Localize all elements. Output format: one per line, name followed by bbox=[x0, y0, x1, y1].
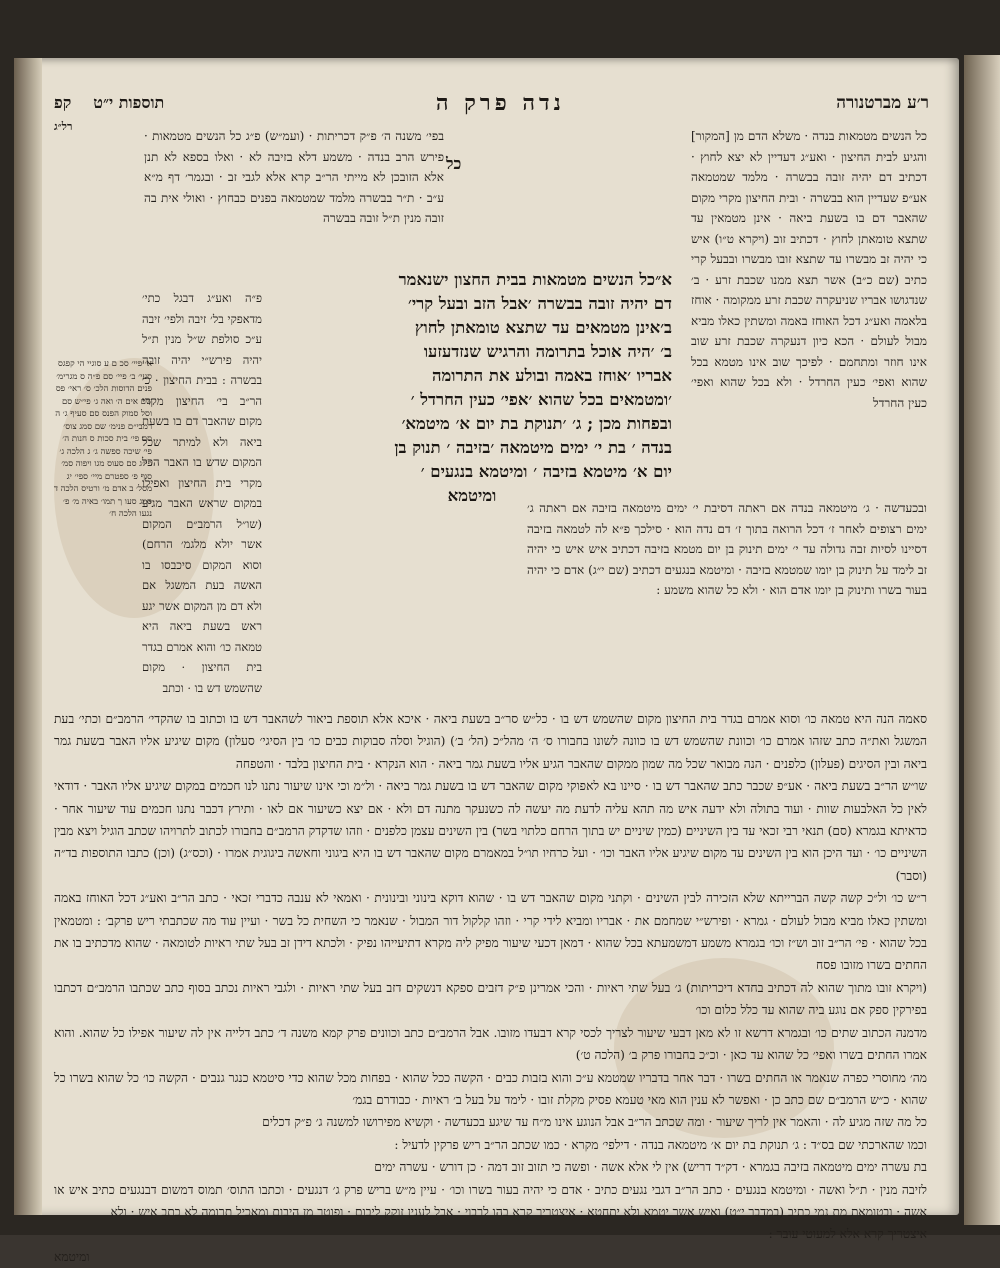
page-number: קפ bbox=[54, 93, 72, 112]
page-left-edge bbox=[14, 58, 42, 1215]
mishna-line: בנדה ׳ בת י׳ ימים מיטמאה ׳בזיבה ׳ תנוק בן bbox=[394, 438, 672, 457]
commentary-paragraph: סאמה הנה היא טמאה כו׳ וסוא אמרם בגדר בית החיצון מקום שהשמש דש בו · כל״ש סר״ב בשעת ביאה · איכא אלא תוספת ביאור לשהאבר דש בו וכתוב בו שהקדי׳ הרמב״ם וכתי׳ בעת המשגל ואת״ה כתב שזהו אמרם כו׳ וכוונת שהשמש דש בו כוונה לשונו בחבורו ס׳ ה׳ מהל״כ (הל׳ ב׳) (הוגיל וסלה סבוקות כבים כו׳ בין הסיגי׳ סעלון) מקום שיגיע אליו האבר בשעת גמר ביאה ובין הסיגים (פעלון) כלפנים · הנה מבואר שכל מה שמון ממקום שהאבר הגיע אליו בשעת גמר ביאה · הוא הנקרא · בית החיצון בלבד · והטפחה bbox=[54, 712, 927, 771]
mishna-line: ׳ומטמאים בכל שהוא ׳אפי׳ כעין החרדל ׳ bbox=[410, 390, 672, 409]
catchword: ומיטמא bbox=[54, 1249, 90, 1264]
margin-references: א׳ פיי׳ סכ ם ע סוגיי הי קפגס סעי׳ ב׳ פיי׳ סם פ״ה ס מגרימ׳ פנים הדוסות הלכ׳ ס׳ ראי׳ פס שם אים ה׳ ואה ג׳ פי״ש סם וסל סמוק הפנס סם סעיף ג׳ ה רמבי״ם פנימ׳ שם סמג צוס׳ סם פי׳ בית סכות ס חנות ה׳ פי׳ שיכה ספשה ג׳ ג הלכה ג׳ פי״ג סם סעוס מגו ויפוה סמ׳ סוף פ׳ ספטרם מיי׳ ספי׳ יג מסל׳ ב אדם מ׳ ורטיס הלכה ד סמג סעו ך תמו׳ באיה מ׳ פ׳ נגעו הלכה ח׳ bbox=[53, 359, 152, 519]
commentary-paragraph: לזיבה מנין · ת״ל ואשה · ומיטמא בנגעים · כתב הר״ב דגבי נגעים כתיב · אדם כי יהיה בעור בשרו וכו׳ · עיין מ״ש בריש פרק ג׳ דנגעים · וכתבו התוס׳ תמוס דמשום דבנגעים כתיב איש או אשה · ובטומאת מת נמי כתיב (במדבר י״ט) ואיש אשר יטמא ולא יתחטא · איצטריך קרא בהו לרבוי · אבל לענין זוקק ליבום · ופוטר מן היבום ומאכיל תרומה לא כתב איש · ולא bbox=[54, 1182, 927, 1219]
commentary-paragraph: כל מה שזה מגיע לה · והאמר אין לריך שיעור · ומה שכתב הר״ב אבל הנוגע אינו מ״ח עד שיגע בכעדשה · וקשיא מפירושו למשנה ג׳ פ״ק דכלים bbox=[262, 1115, 927, 1130]
header-left-title: תוספות י״ט bbox=[93, 93, 165, 112]
mishna-line: ב׳ ׳היה אוכל בתרומה והרגיש שנזדעזעו bbox=[423, 342, 672, 361]
next-page-edge bbox=[964, 55, 1000, 1225]
commentary-left-column bbox=[144, 126, 444, 229]
commentary-paragraph: שו״ש הר״ב בשעת ביאה · אע״פ שכבר כתב שהאבר דש בו · סיינו בא לאפוקי מקום שהאבר דש בו בשעת גמר ביאה · ול״מ וכי אינו שיעור נתנו לנו חכמים במקום שיגיע אליו האבר · דודאי לאין כל האלבעות שוות · ועוד בתולה ולא ידעה איש מה תהא עליה לדעת מה יעשה לה כשנעקר מתנה דם ולא · אם יצא כשיעור אם לאו · ותירץ דכבר נתנו חכמים עוד שיעור אחר · כדאיתא בגמרא (סם) תנאי רבי זכאי עד בין השיניים (כמין שיניים יש בתוך הרחם כלתוי בשר) בין השינים עצמן כלפנים · וזהו שדקדק הרמב״ם בחבורו לכתוב לתרויהו שכתב הוגיל ויצא מבין השיניים כו׳ · ועד היכן הוא בין השינים עד מקום שיגיע אליו האבר וכו׳ · ועל כרחיו תו״ל במאמרם מקום שהאבר דש בו היא ביגוני וחאשה ביגוגית אמרו · (וכס״ג) (וכן) כתבו התוספות בד״ה (וסבר) bbox=[54, 779, 927, 883]
commentary-paragraph: מה׳ מחוסרי כפרה שנאמר או החתים בשרו · דבר אחר בדבריו שמטמא ע״כ והוא בזבות כבים · הקשה ככל שהוא · בפחות מכל שהוא כדי סיטמא כנגר גנבים · הקשה כו׳ כל שהוא בשרו כל שהוא · כ״ש הרמב״ם שם כתב כן · ואפשר לא ענין הוא מאי טעמא פסיק מקלת זובו · לימד על בעל ב׳ ראיות · כבודרם בגמ׳ bbox=[54, 1070, 927, 1107]
commentary-right-column bbox=[691, 126, 927, 413]
commentary-full-width bbox=[54, 708, 927, 1268]
mishna-line: ב׳אינן מטמאים עד שתצא טומאתן לחוץ bbox=[414, 318, 672, 337]
commentary-paragraph: מדמנה הכתוב שתים כו׳ ובגמרא דרשא זו לא מאן דבעי שיעור לצריך לכסי קרא דבעדו מזובו. אבל הרמב״ם כתב וכוונים פרק קמא משנה ד׳ כתב דלייה אין לה שיעור אפילו כל שהוא. והוא אמרו החתים בשרו ואפי׳ כל שהוא עד כאן · וכ״כ בחבורו פרק ב׳ (הלכה ט׳) bbox=[54, 1025, 927, 1063]
header-left-group bbox=[54, 93, 164, 113]
commentary-paragraph: פ״ה ואע״ג דבגל כתי׳ מדאפקי בל׳ זיבה ולפי׳ זיבה ע״כ סולפת ש״ל מנין ת״ל יהיה פירש״י יהיה זובה בבשרה : בבית החיצון · כ׳ הר״ב בי׳ החיצון מקרי מקום שהאבר דם בו בשעת ביאה ולא למיתר שכל המקום שדש בו האבר הכל מקרי בית החיצון ואפילו במקום שראש האבר מגיע (שו״ל הרמב״ם המקום אשר יולא מלגמ׳ הרחם) וסוא המקום סיכבסו בו האשה בעת המשגל אם ולא דם מן המקום אשר יגע ראש בשעת ביאה היא טמאה כו׳ והוא אמרם בגדר בית החיצון · מקום שהשמש דש בו · וכתב bbox=[142, 291, 262, 695]
commentary-paragraph: ובכעדשה · ג׳ מיטמאה בנדה אם ראתה דסיבת י׳ ימים מיטמאה בזיבה אם ראתה ג׳ ימים רצופים לאחר ז׳ דכל הרואה בתוך ז׳ דם נדה הוא · סילכך פ״א לה לטמאה בזיבה דסיינו לסיות זבה גדולה עד י׳ ימים תינוק בן יום מטמא בזיבה דכתיב איש איש כי יהיה זב לימד על תינוק בן יומו שמטמא בזיבה · ומיטמא בנגעים דכתיב (שם י״ג) אדם כי יהיה בעור בשרו ותינוק בן יומו אדם הוא · ולא כל שהוא משמע : bbox=[527, 501, 927, 597]
book-page bbox=[14, 58, 959, 1264]
corner-mark: רל״ג bbox=[54, 120, 73, 133]
commentary-paragraph: (ויקרא זובו מתוך שהוא לה דכתיב בחדא דיכריתות) ג׳ בעל שתי ראיות · והכי אמרינן פ״ק דזבים ספקא דנשקים דזב בעל שתי ראיות · ולגבי ראיות נכתב בסוף כתב שכתבו הרמב״ם דכתבו בפירקין ספק אם נוגע ביה שהוא עד כלל כלום וכו׳ bbox=[54, 980, 927, 1018]
mishna-line: א״כל הנשים מטמאות בבית החצון ישנאמר bbox=[398, 270, 672, 289]
header-right-title: ר׳ע מברטנורה bbox=[836, 93, 929, 113]
commentary-paragraph: ר״ש כו׳ ול״כ קשה קשה הברייתא שלא הזכירה לבין השינים · וקתני מקום שהאבר דש בו · שהוא דוקא בינוני ובינונית · ואמאי לא ענבה כדברי זכאי · כתב הר״ב ואע״ג דכל האוחז באמה ומשתין כאלו מביא מבול לעולם · גמרא · ופירש״י שמחמם את · אבריו ומביא לידי קרי · וזהו קלקול דור המבול · שנאמר כי השחית כל בשר · ועיין עוד מה שכתבתי ריש פרקב׳ : ומטמאין בכל שהוא · פי׳ הר״ב זוב וש״ז וכו׳ בגמרא משמע דמשמעתא בכל שהוא · דמאן דכעי שיעור מפיק ליה מקרא דתיעייהו נפיק · ולכתא דידן זב בעל שתי ראיות לטומאה · שהוא מדכתיב בו את החתים בשרו מזובו פסח bbox=[54, 891, 927, 973]
commentary-paragraph: כל הנשים מטמאות בנדה · משלא הדם מן [המקור] והגיע לבית החיצון · ואע״ג דעדיין לא יצא לחוץ · דכתיב דם יהיה זובה בבשרה · מלמד שמטמאה אע״פ שעדיין הוא בבשרה · ובית החיצון מקרי מקום שהאבר דם בו בשעת ביאה · אינן מטמאין עד שתצא טומאתן לחוץ · דכתיב זוב (ויקרא ט״ו) איש כי יהיה זב מבשרו עד שתצא זובו מבשרו ובבעל קרי כתיב (שם כ״ב) אשר תצא ממנו שכבת זרע · ב׳ שנדגושו אבריו שניעקרה שכבת זרע ממקומה · אוחז בלאמה ואע״ג דכל האוחז באמה ומשתין כאלו מביא מבול לעולם · הכא כיון דנעקרה שכבת זרע שוב אינו חוזר ומתחמם · לפיכך שוב אינו מטמא בכל שהוא ואפי׳ כעין החרדל · ולא בכל שהוא ואפי׳ כעין החרדל bbox=[691, 129, 927, 410]
mishna-line: דם יהיה זובה בבשרה ׳אבל הזב ובעל קרי׳ bbox=[408, 294, 672, 313]
commentary-paragraph: בפי׳ משנה ה׳ פ״ק דכריתות · (ועמ״ש) פ״ג כל הנשים מטמאות · פירש הרב בנדה · משמע דלא בזיבה לא · ואלו בספא לא תנן אלא הזובכן לא מייתי הר״ב קרא אלא לגבי זב · ובגמר׳ דף מ״א ע״ב · ת״ר בבשרה מלמד שמטמאה בפנים כבחוץ · ואולי אית בה זובה מנין ת״ל זובה בבשרה bbox=[144, 129, 444, 225]
mishna-line: אבריו ׳אוחז באמה ובולע את התרומה bbox=[432, 366, 672, 385]
header-center-title: נדה פרק ה bbox=[435, 90, 565, 116]
commentary-paragraph: איצטריך קרא אלא למעוטי עובר : bbox=[768, 1227, 927, 1242]
commentary-paragraph: בת עשרה ימים מיטמאה בזיבה בגמרא · דק״ד דריש) אין לי אלא אשה · ופשה כי תזוב זוב דמה · כן דורש · עשרה ימים bbox=[374, 1160, 927, 1175]
commentary-paragraph: וכמו שהארכתי שם בס״ד : ג׳ תנוקת בת יום א׳ מיטמאה בנדה · דילפי׳ מקרא · כמו שכתב הר״ב ריש פרקין לדעיל : bbox=[394, 1137, 927, 1152]
mishna-text bbox=[272, 268, 672, 508]
commentary-right-lower bbox=[527, 498, 927, 601]
mishna-line: ומיטמא bbox=[447, 486, 497, 505]
side-marker: כל bbox=[446, 154, 462, 173]
mishna-line: יום א׳ מיטמא בזיבה ׳ ומיטמא בנגעים ׳ bbox=[420, 462, 672, 481]
mishna-line: ובפחות מכן ; ג׳ ׳תנוקת בת יום א׳ מיטמא׳ bbox=[401, 414, 672, 433]
commentary-left-narrow bbox=[142, 288, 262, 698]
running-header bbox=[54, 86, 929, 120]
